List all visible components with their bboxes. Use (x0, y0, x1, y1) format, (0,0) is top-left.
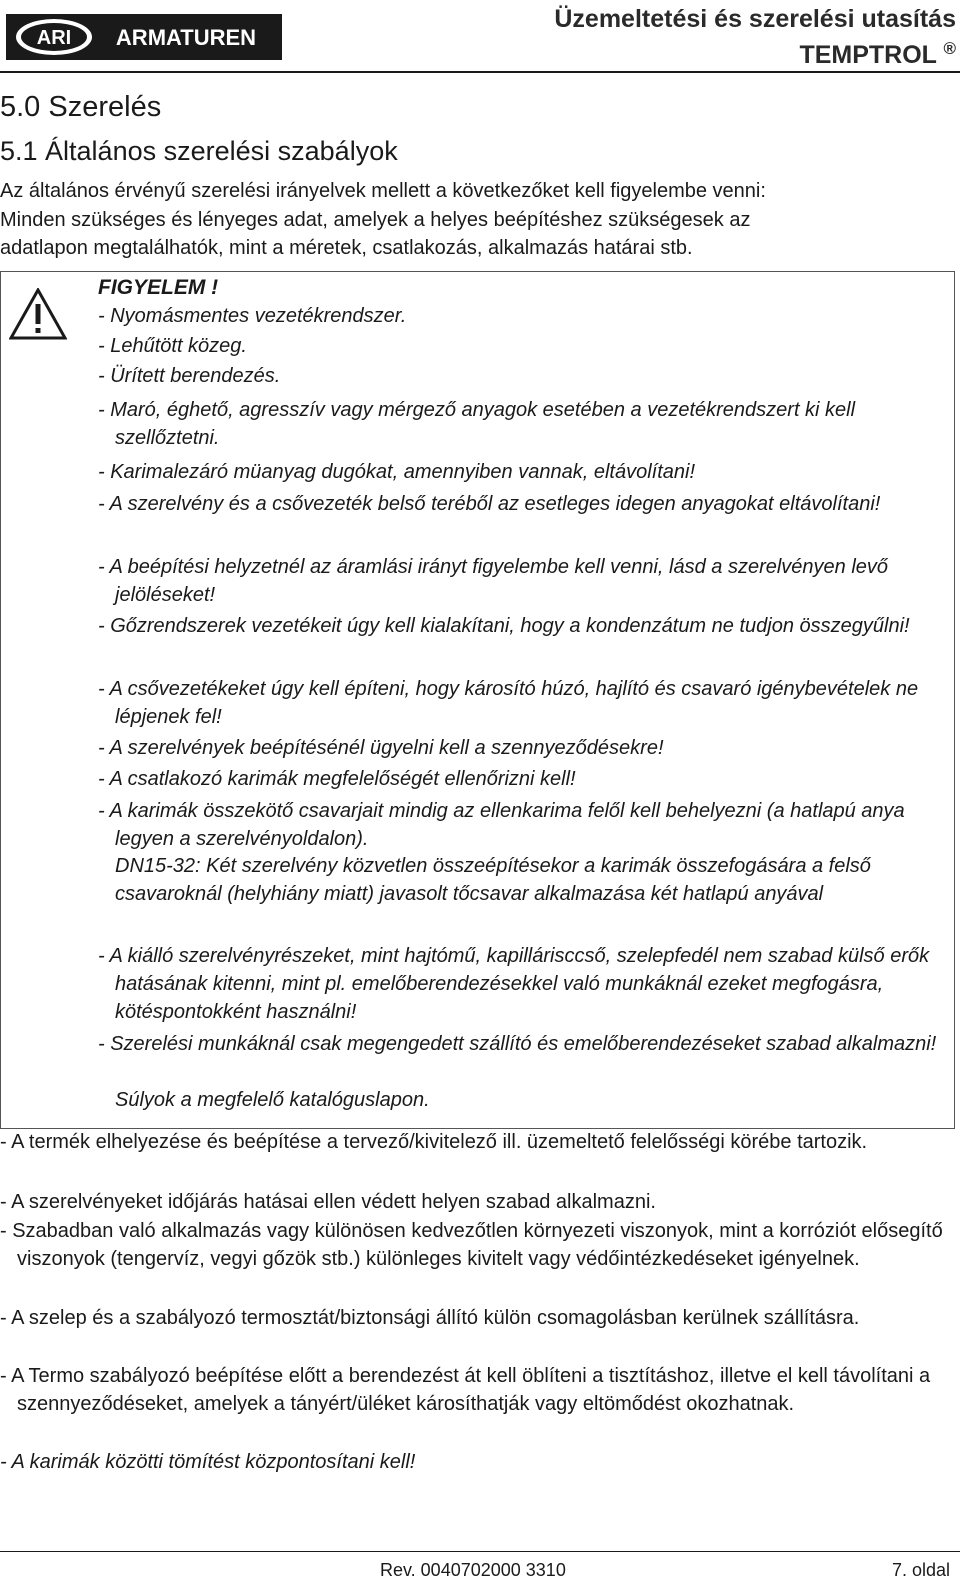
note-item: - A karimák közötti tömítést központosítani kell! (0, 1451, 416, 1473)
warning-item: - A szerelvény és a csővezeték belső teréből az esetleges idegen anyagokat eltávolítani! (98, 493, 881, 515)
document-title-product (554, 34, 956, 70)
warning-item: - Ürített berendezés. (98, 365, 281, 387)
footer-rule (0, 1551, 960, 1552)
ari-armaturen-logo (6, 14, 282, 60)
warning-item: - Karimalezáró müanyag dugókat, amennyiben vannak, eltávolítani! (98, 461, 696, 483)
note-item: - Szabadban való alkalmazás vagy különösen kedvezőtlen környezeti viszonyok, mint a korróziót elősegítő viszonyok (tengervíz, vegyi gőzök stb.) különleges kivitelt vagy védőintézkedéseket igényelnek. (0, 1220, 943, 1270)
logo-ari-text: ARI (36, 27, 72, 49)
revision-number: Rev. 0040702000 3310 (380, 1560, 566, 1580)
warning-item: - Nyomásmentes vezetékrendszer. (98, 305, 407, 327)
logo-armaturen-text: ARMATUREN (115, 25, 257, 50)
intro-line: Az általános érvényű szerelési irányelvek mellett a következőket kell figyelembe venni: (0, 180, 766, 202)
warning-item: - Lehűtött közeg. (98, 335, 247, 357)
warning-triangle-icon (9, 288, 67, 340)
warning-item: - A karimák összekötő csavarjait mindig az ellenkarima felől kell behelyezni (a hatlapú anya legyen a szerelvényoldalon). (98, 800, 905, 850)
warning-box (0, 271, 955, 1129)
warning-item-weights: Súlyok a megfelelő katalóguslapon. (115, 1089, 430, 1111)
document-title-line1: Üzemeltetési és szerelési utasítás (554, 5, 956, 33)
product-name: TEMPTROL (799, 41, 937, 69)
note-item: - A Termo szabályozó beépítése előtt a berendezést át kell öblíteni a tisztításhoz, illetve el kell távolítani a szennyeződéseket, amelyek a tányért/üléket károsíthatják vagy eltömődést okozhatnak. (0, 1365, 931, 1415)
page-header (0, 0, 960, 80)
warning-item: - A kiálló szerelvényrészeket, mint hajtómű, kapillárisccső, szelepfedél nem szabad külső erők hatásának kitenni, mint pl. emelőberendezésekkel való munkáknál ezeket megfogásra, kötéspontokként használni! (98, 945, 930, 1023)
warning-item: - Maró, éghető, agresszív vagy mérgező anyagok esetében a vezetékrendszert ki kell szellőztetni. (98, 399, 856, 449)
warning-item: - Gőzrendszerek vezetékeit úgy kell kialakítani, hogy a kondenzátum ne tudjon összegyűlni! (98, 615, 910, 637)
intro-line: Minden szükséges és lényeges adat, amelyek a helyes beépítéshez szükségesek az (0, 208, 751, 231)
warning-item: - A szerelvények beépítésénél ügyelni kell a szennyeződésekre! (98, 737, 664, 759)
warning-title: FIGYELEM ! (98, 276, 219, 299)
warning-item: - A beépítési helyzetnél az áramlási irányt figyelembe kell venni, lásd a szerelvényen levő jelöléseket! (98, 556, 889, 606)
note-item: - A szelep és a szabályozó termosztát/biztonsági állító külön csomagolásban kerülnek szállításra. (0, 1307, 860, 1329)
intro-paragraph (0, 177, 955, 263)
warning-item-dn-note: DN15-32: Két szerelvény közvetlen összeépítésekor a karimák összefogására a felső csavaroknál (helyhiány miatt) javasolt tőcsavar alkalmazása két hatlapú anyával (115, 855, 871, 905)
warning-item: - Szerelési munkáknál csak megengedett szállító és emelőberendezéseket szabad alkalmazni! (98, 1033, 937, 1055)
page-number: 7. oldal (891, 1560, 950, 1580)
registered-mark: ® (943, 39, 956, 58)
header-rule (0, 71, 960, 73)
warning-item: - A csatlakozó karimák megfelelőségét ellenőrizni kell! (98, 768, 576, 790)
intro-line: adatlapon megtalálhatók, mint a méretek, csatlakozás, alkalmazás határai stb. (0, 237, 693, 259)
section-heading: 5.0 Szerelés (0, 91, 162, 123)
note-item: - A termék elhelyezése és beépítése a tervező/kivitelező ill. üzemeltető felelősségi körébe tartozik. (0, 1131, 868, 1153)
warning-item: - A csővezetékeket úgy kell építeni, hogy károsító húzó, hajlító és csavaró igénybevételek ne lépjenek fel! (98, 678, 919, 728)
subsection-heading: 5.1 Általános szerelési szabályok (0, 136, 398, 166)
note-item: - A szerelvényeket időjárás hatásai ellen védett helyen szabad alkalmazni. (0, 1191, 656, 1213)
document-title (554, 4, 956, 70)
